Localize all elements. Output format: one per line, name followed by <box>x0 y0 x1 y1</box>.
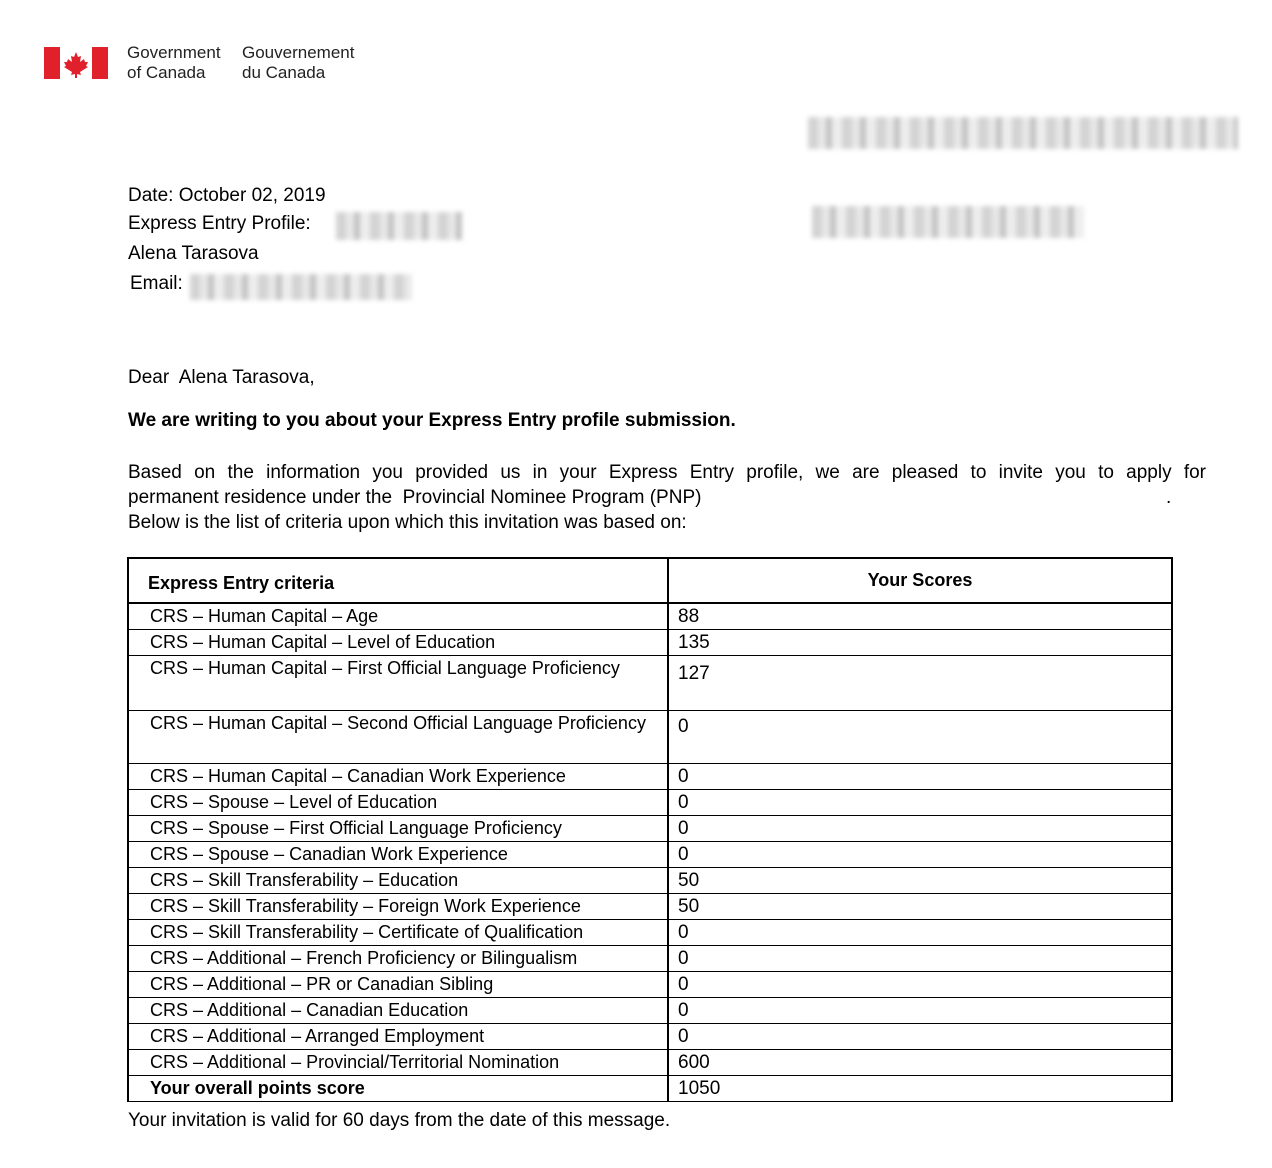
letter-subject: We are writing to you about your Express Entry profile submission. <box>128 410 736 431</box>
table-row <box>128 816 1172 842</box>
score-cell: 0 <box>668 816 1172 842</box>
criteria-table-grid <box>127 557 1173 1102</box>
table-row <box>128 790 1172 816</box>
paragraph-period: . <box>1166 487 1172 508</box>
signature-english <box>127 43 221 83</box>
flag-graphic <box>44 47 108 79</box>
total-score: 1050 <box>668 1076 1172 1102</box>
score-cell: 50 <box>668 894 1172 920</box>
table-row <box>128 842 1172 868</box>
criterion-cell: CRS – Human Capital – Age <box>128 603 668 630</box>
signature-en-line1: Government <box>127 43 221 62</box>
score-cell: 135 <box>668 630 1172 656</box>
score-cell: 0 <box>668 972 1172 998</box>
salutation-label: Dear <box>128 367 170 388</box>
criterion-cell: CRS – Human Capital – Level of Education <box>128 630 668 656</box>
criterion-cell: CRS – Skill Transferability – Education <box>128 868 668 894</box>
profile-label: Express Entry Profile: <box>128 213 311 234</box>
header-criteria: Express Entry criteria <box>128 558 668 603</box>
redacted-email <box>190 274 412 300</box>
redacted-profile-number <box>336 212 462 240</box>
score-cell: 0 <box>668 920 1172 946</box>
signature-fr-line2: du Canada <box>242 63 326 82</box>
redacted-address-line-1 <box>808 117 1238 149</box>
date-label: Date: <box>128 185 174 206</box>
table-row <box>128 603 1172 630</box>
criterion-cell: CRS – Spouse – Canadian Work Experience <box>128 842 668 868</box>
paragraph-line-1: Based on the information you provided us in your Express Entry profile, we are pleased to invite you to apply for <box>128 462 1206 483</box>
signature-en-line2: of Canada <box>127 63 206 82</box>
table-total-row <box>128 1076 1172 1102</box>
score-cell: 127 <box>668 656 1172 711</box>
table-row <box>128 656 1172 711</box>
score-cell: 0 <box>668 946 1172 972</box>
table-row <box>128 711 1172 764</box>
criterion-cell: CRS – Skill Transferability – Foreign Work Experience <box>128 894 668 920</box>
program-name: Provincial Nominee Program (PNP) <box>402 487 702 508</box>
recipient-name: Alena Tarasova <box>128 243 259 264</box>
score-cell: 88 <box>668 603 1172 630</box>
criteria-table <box>127 557 1171 1099</box>
table-row <box>128 630 1172 656</box>
criterion-cell: CRS – Spouse – Level of Education <box>128 790 668 816</box>
score-cell: 0 <box>668 764 1172 790</box>
salutation <box>128 367 315 389</box>
score-cell: 0 <box>668 998 1172 1024</box>
criterion-cell: CRS – Additional – Canadian Education <box>128 998 668 1024</box>
paragraph-line-3: Below is the list of criteria upon which this invitation was based on: <box>128 512 687 533</box>
criterion-cell: CRS – Spouse – First Official Language Proficiency <box>128 816 668 842</box>
criterion-cell: CRS – Additional – Arranged Employment <box>128 1024 668 1050</box>
criterion-cell: CRS – Additional – Provincial/Territorial Nomination <box>128 1050 668 1076</box>
redacted-address-line-2 <box>812 206 1084 238</box>
criterion-cell: CRS – Additional – PR or Canadian Sibling <box>128 972 668 998</box>
table-row <box>128 868 1172 894</box>
signature-fr-line1: Gouvernement <box>242 43 355 62</box>
paragraph-line-2 <box>128 485 1206 510</box>
criterion-cell: CRS – Human Capital – Canadian Work Experience <box>128 764 668 790</box>
header-scores: Your Scores <box>668 558 1172 603</box>
salutation-name: Alena Tarasova, <box>178 367 315 388</box>
signature-french <box>242 43 354 83</box>
criterion-cell: CRS – Human Capital – Second Official Language Proficiency <box>128 711 668 764</box>
table-row <box>128 894 1172 920</box>
canada-flag-icon <box>44 47 108 79</box>
table-row <box>128 946 1172 972</box>
criterion-cell: CRS – Human Capital – First Official Language Proficiency <box>128 656 668 711</box>
table-row <box>128 998 1172 1024</box>
score-cell: 50 <box>668 868 1172 894</box>
letter-paragraph <box>128 460 1206 535</box>
email-label: Email: <box>130 273 183 294</box>
score-cell: 600 <box>668 1050 1172 1076</box>
table-header-row <box>128 558 1172 603</box>
table-row <box>128 972 1172 998</box>
table-row <box>128 1024 1172 1050</box>
total-label: Your overall points score <box>128 1076 668 1102</box>
score-cell: 0 <box>668 790 1172 816</box>
score-cell: 0 <box>668 711 1172 764</box>
score-cell: 0 <box>668 1024 1172 1050</box>
table-row <box>128 764 1172 790</box>
criterion-cell: CRS – Additional – French Proficiency or Bilingualism <box>128 946 668 972</box>
validity-note: Your invitation is valid for 60 days from the date of this message. <box>128 1110 671 1131</box>
date-value: October 02, 2019 <box>178 185 326 206</box>
date-line <box>128 185 326 207</box>
criterion-cell: CRS – Skill Transferability – Certificate of Qualification <box>128 920 668 946</box>
paragraph-line-2-a: permanent residence under the <box>128 487 393 508</box>
table-row <box>128 1050 1172 1076</box>
score-cell: 0 <box>668 842 1172 868</box>
table-row <box>128 920 1172 946</box>
